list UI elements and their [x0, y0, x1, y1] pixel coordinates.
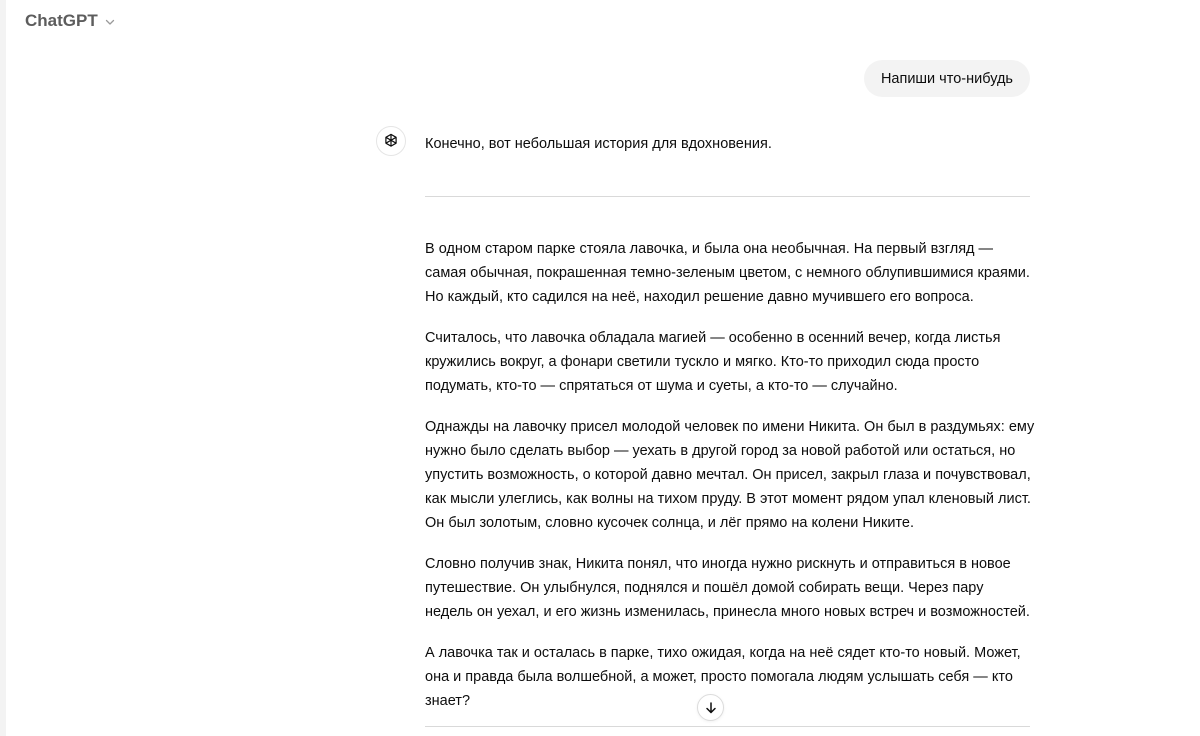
- arrow-down-icon: [704, 701, 718, 715]
- openai-logo-icon: [376, 126, 406, 156]
- divider: [425, 726, 1030, 727]
- assistant-message: [425, 132, 1035, 730]
- story: [425, 237, 1035, 713]
- model-selector[interactable]: [25, 11, 116, 31]
- model-name: ChatGPT: [25, 11, 98, 30]
- sidebar-edge: [0, 0, 6, 736]
- user-message-text: Напиши что-нибудь: [880, 70, 1013, 87]
- chevron-down-icon: [104, 16, 116, 28]
- divider: [425, 196, 1030, 197]
- scroll-down-button[interactable]: [697, 694, 724, 721]
- story-paragraph: Словно получив знак, Никита понял, что иногда нужно рискнуть и отправиться в новое путешествие. Он улыбнулся, поднялся и пошёл домой собирать вещи. Через пару недель он уехал, и его жизнь изменилась, принесла много новых встреч и возможностей.: [425, 556, 1030, 620]
- story-paragraph: В одном старом парке стояла лавочка, и была она необычная. На первый взгляд — самая обычная, покрашенная темно-зеленым цветом, с немного облупившимися краями. Но каждый, кто садился на неё, находил решение давно мучившего его вопроса.: [425, 241, 1030, 305]
- story-paragraph: А лавочка так и осталась в парке, тихо ожидая, когда на неё сядет кто-то новый. Может, она и правда была волшебной, а может, просто помогала людям услышать себя — кто знает?: [425, 645, 1021, 709]
- assistant-intro: Конечно, вот небольшая история для вдохновения.: [425, 136, 772, 152]
- user-message: [864, 60, 1030, 97]
- story-paragraph: Однажды на лавочку присел молодой человек по имени Никита. Он был в раздумьях: ему нужно было сделать выбор — уехать в другой город за новой работой или остаться, но упустить возможность, о которой давно мечтал. Он присел, закрыл глаза и почувствовал, как мысли улеглись, как волны на тихом пруду. В этот момент рядом упал кленовый лист. Он был золотым, словно кусочек солнца, и лёг прямо на колени Никите.: [425, 419, 1035, 531]
- story-paragraph: Считалось, что лавочка обладала магией — особенно в осенний вечер, когда листья кружились вокруг, а фонари светили тускло и мягко. Кто-то приходил сюда просто подумать, кто-то — спрятаться от шума и суеты, а кто-то — случайно.: [425, 330, 1001, 394]
